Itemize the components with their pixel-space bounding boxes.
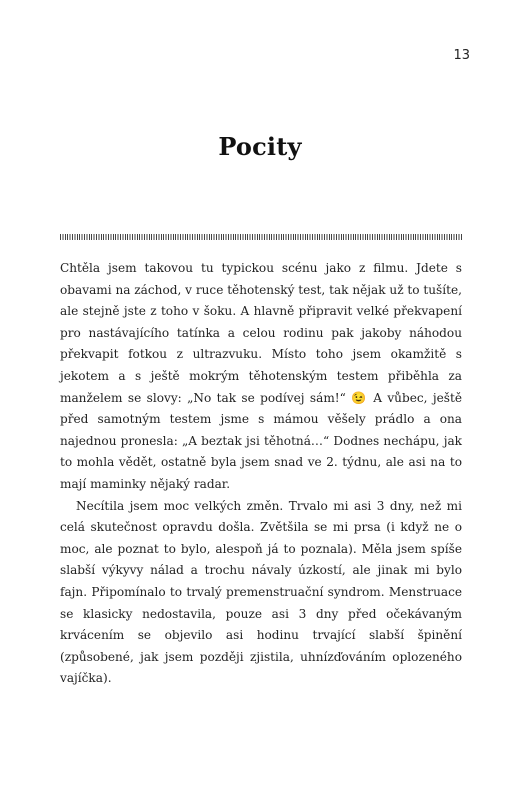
chapter-title: Pocity	[218, 132, 302, 162]
decorative-divider	[60, 234, 462, 240]
paragraph-2: Necítila jsem moc velkých změn. Trvalo mi asi 3 dny, než mi celá skutečnost opravdu došla. Zvětšila se mi prsa (i když ne o moc, ale poznat to bylo, alespoň já to poznala). Měla jsem spíše slabší výkyvy nálad a trochu návaly úzkostí, ale jinak mi bylo fajn. Připomínalo to trvalý premenstruační syndrom. Menstruace se klasicky nedostavila, pouze asi 3 dny před očekávaným krvácením se objevilo asi hodinu trvající slabší špinění (způsobené, jak jsem později zjistila, uhnízďováním oplozeného vajíčka).	[60, 498, 462, 686]
body-text	[60, 258, 462, 690]
page-number: 13	[453, 48, 470, 63]
paragraph-1: Chtěla jsem takovou tu typickou scénu jako z filmu. Jdete s obavami na záchod, v ruce těhotenský test, tak nějak už to tušíte, ale stejně jste z toho v šoku. A hlavně připravit velké překvapení pro nastávajícího tatínka a celou rodinu pak jakoby náhodou překvapit fotkou z ultrazvuku. Místo toho jsem okamžitě s jekotem a s ještě mokrým těhotenským testem přiběhla za manželem se slovy: „No tak se podívej sám!“ 😉 A vůbec, ještě před samotným testem jsme s mámou věšely prádlo a ona najednou pronesla: „A beztak jsi těhotná…“ Dodnes nechápu, jak to mohla vědět, ostatně byla jsem snad ve 2. týdnu, ale asi na to mají maminky nějaký radar.	[60, 261, 462, 491]
